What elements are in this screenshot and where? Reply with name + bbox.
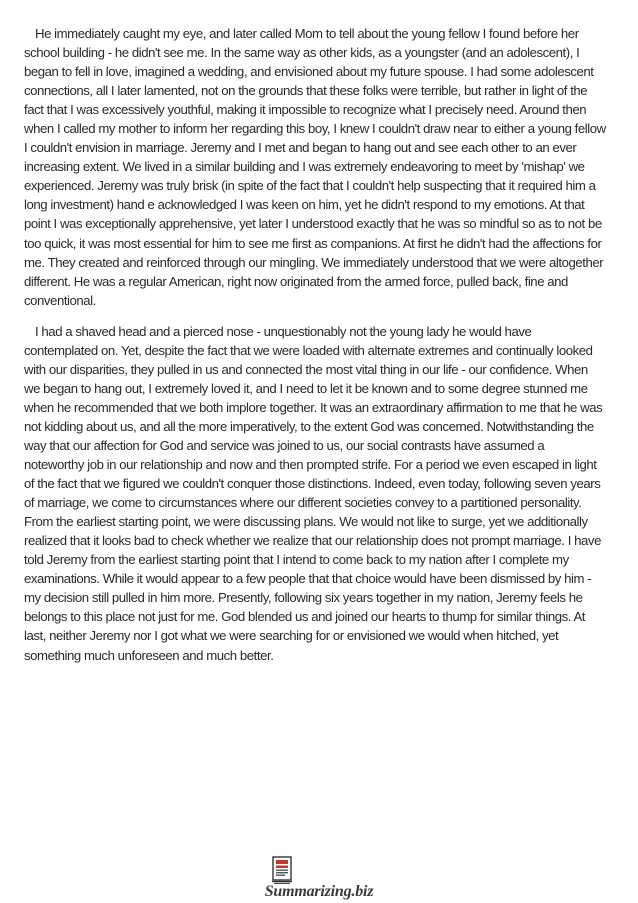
footer-logo xyxy=(0,856,638,903)
document-body xyxy=(24,24,606,665)
document-stack-icon xyxy=(271,856,293,884)
paragraph-2: I had a shaved head and a pierced nose - unquestionably not the young lady he would have contemplated on. Yet, despite the fact that we were loaded with alternate extremes and continually looked with our disparities, they pulled in us and connected the most vital thing in our life - our confidence. When we began to hang out, I extremely loved it, and I need to let it be known and to some degree stunned me when he recommended that we both implore together. It was an extraordinary affirmation to me that he was not kidding about us, and all the more imperatively, to the extent God was concerned. Notwithstanding the way that our affection for God and service was joined to us, our social contrasts have assumed a noteworthy job in our relationship and now and then prompted strife. For a period we even escaped in light of the fact that we figured we couldn't conquer those distinctions. Indeed, even today, following seven years of marriage, we come to circumstances where our different societies convey to a partitioned personality. From the earliest starting point, we were discussing plans. We would not like to surge, yet we additionally realized that it looks bad to check whether we realize that our relationship does not prompt marriage. I have told Jeremy from the earliest starting point that I intend to come back to my nation after I complete my examinations. While it would appear to a few people that that choice would have been dismissed by him - my decision still pulled in him more. Presently, following six years together in my nation, Jeremy feels he belongs to this place not just for me. God blended us and joined our hearts to thump for similar things. At last, neither Jeremy nor I got what we were searching for or envisioned we would when hitched, yet something much unforeseen and much better. xyxy=(24,323,603,663)
paragraph-1: He immediately caught my eye, and later called Mom to tell about the young fellow I found before her school building - he didn't see me. In the same way as other kids, as a youngster (and an adolescent), I began to fell in love, imagined a wedding, and envisioned about my future spouse. I had some adolescent connections, all I later lamented, not on the grounds that these folks were terrible, but rather in light of the fact that I was excessively youthful, making it impossible to recognize what I precisely need. Around then when I called my mother to inform her regarding this boy, I knew I couldn't draw near to either a young fellow I couldn't envision in marriage. Jeremy and I met and began to hang out and see each other to an ever increasing extent. We lived in a similar building and I was extremely endeavoring to meet by 'mishap' we experienced. Jeremy was truly brisk (in spite of the fact that I couldn't help suspecting that it required him a long investment) hand e acknowledged I was keen on him, yet he didn't respond to my emotions. At that point I was exceptionally apprehensive, yet later I understood exactly that he was so mindful so as to not be too quick, it was most essential for him to see me first as companions. At first he didn't had the affections for me. They created and reinforced through our mingling. We immediately understood that we were altogether different. He was a regular American, right now originated from the armed force, pulled back, fine and conventional. xyxy=(24,26,606,308)
brand-name: Summarizing.biz xyxy=(264,883,374,900)
